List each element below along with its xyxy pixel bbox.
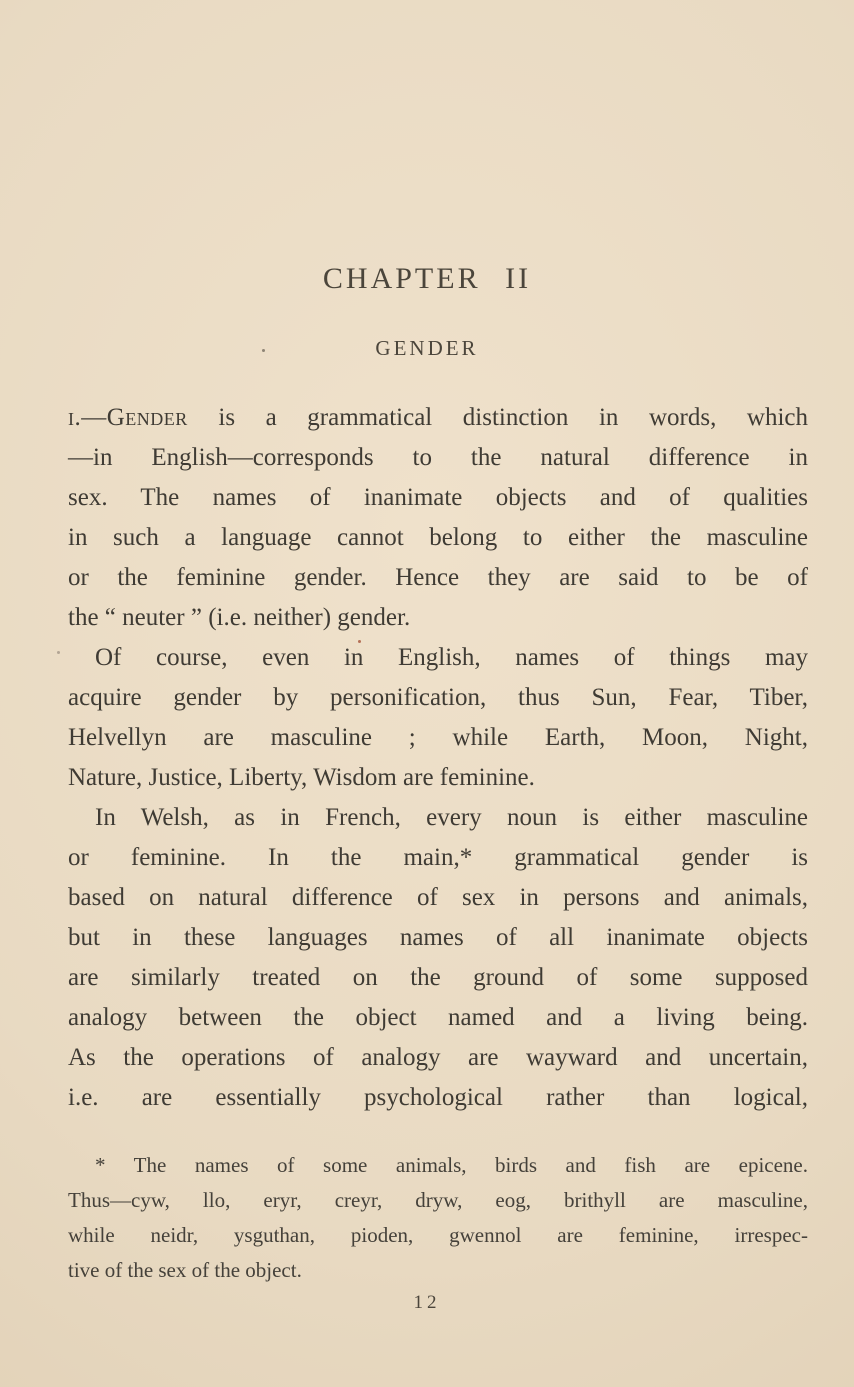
- text-line: Helvellyn are masculine ; while Earth, Moon, Night,: [68, 724, 808, 751]
- text-line: in such a language cannot belong to either the masculine: [68, 524, 808, 551]
- scan-speck: [358, 640, 361, 643]
- text-line: based on natural difference of sex in persons and animals,: [68, 884, 808, 911]
- scan-speck: [262, 349, 265, 352]
- paragraph-2: [68, 638, 808, 798]
- page-number: 12: [413, 1292, 441, 1313]
- body-text: [68, 398, 808, 1118]
- section-heading: GENDER: [375, 336, 479, 360]
- text-line: while neidr, ysguthan, pioden, gwennol are feminine, irrespec-: [68, 1223, 808, 1247]
- text-line: but in these languages names of all inanimate objects: [68, 924, 808, 951]
- text-line: Nature, Justice, Liberty, Wisdom are feminine.: [68, 764, 535, 791]
- paragraph-1: [68, 398, 808, 638]
- text-line: i.—Gender is a grammatical distinction in words, which: [68, 404, 808, 431]
- chapter-heading: CHAPTER II: [322, 262, 532, 295]
- text-line: acquire gender by personification, thus Sun, Fear, Tiber,: [68, 684, 808, 711]
- text-line: i.e. are essentially psychological rather than logical,: [68, 1084, 808, 1111]
- text-line: Thus—cyw, llo, eryr, creyr, dryw, eog, brithyll are masculine,: [68, 1188, 808, 1212]
- text-line: * The names of some animals, birds and fish are epicene.: [95, 1153, 808, 1177]
- text-line: Of course, even in English, names of things may: [95, 644, 808, 671]
- paragraph-3: [68, 798, 808, 1118]
- text-line: are similarly treated on the ground of some supposed: [68, 964, 808, 991]
- footnote: [68, 1148, 808, 1288]
- text-line: or feminine. In the main,* grammatical gender is: [68, 844, 808, 871]
- section-lead-smallcaps: i.—Gender: [68, 404, 188, 431]
- text-line: —in English—corresponds to the natural difference in: [68, 444, 808, 471]
- scan-speck: [57, 651, 60, 654]
- text-line: In Welsh, as in French, every noun is either masculine: [95, 804, 808, 831]
- text-line: tive of the sex of the object.: [68, 1258, 302, 1282]
- text-line: or the feminine gender. Hence they are said to be of: [68, 564, 808, 591]
- text-line: sex. The names of inanimate objects and of qualities: [68, 484, 808, 511]
- text-line: analogy between the object named and a living being.: [68, 1004, 808, 1031]
- text-line: the “ neuter ” (i.e. neither) gender.: [68, 604, 411, 631]
- text-line: As the operations of analogy are wayward and uncertain,: [68, 1044, 808, 1071]
